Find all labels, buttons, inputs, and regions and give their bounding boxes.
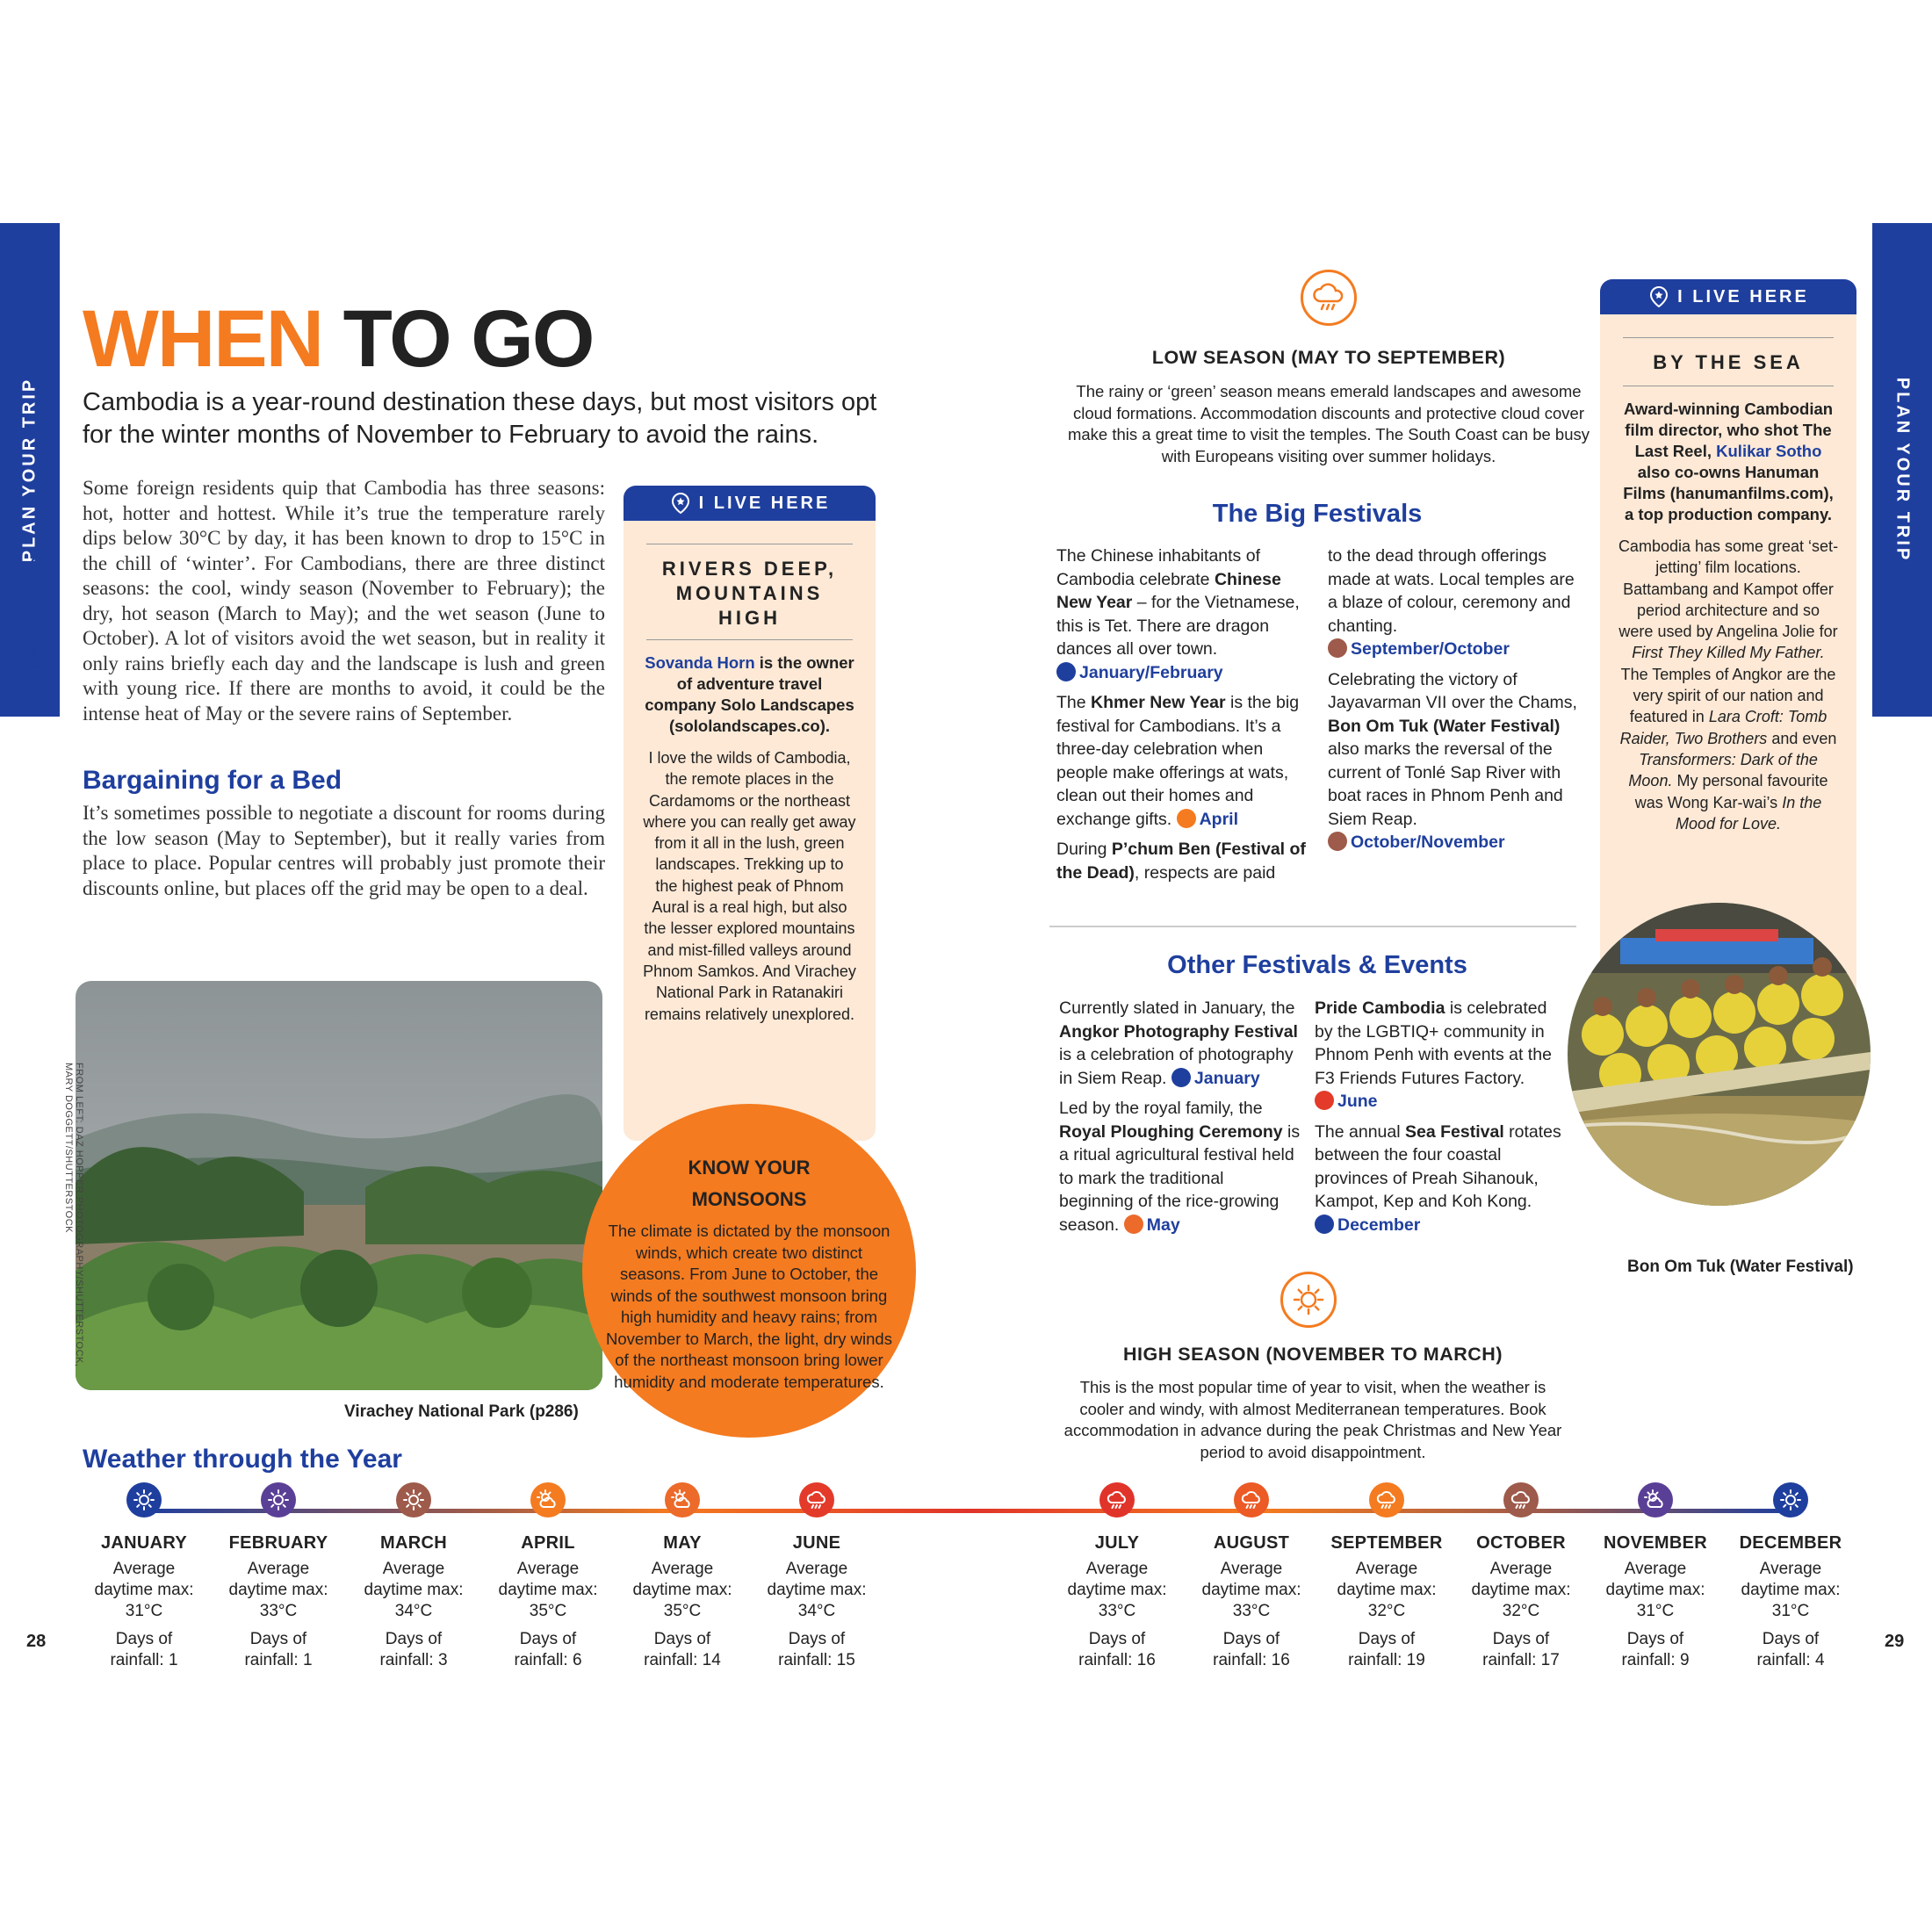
intro-rest: is the owner of adventure travel company Solo Landscapes (sololandscapes.co). — [645, 653, 854, 735]
temp-line: Average — [1220, 1560, 1283, 1578]
temp-line: Average — [651, 1560, 714, 1578]
when-to-go-side-label-right: WHEN TO GO — [1884, 574, 1904, 717]
rain-line: Days of — [115, 1630, 173, 1648]
film-title: In the Mood for Love. — [1675, 793, 1822, 833]
date-text: May — [1146, 1215, 1180, 1235]
text: is a ritual agricultural festival held to mark the traditional beginning of the rice-growing season. — [1059, 1121, 1301, 1235]
month-name: DECEMBER — [1739, 1533, 1842, 1553]
card-title: BY THE SEA — [1653, 351, 1804, 373]
month-may — [616, 1482, 748, 1671]
big-festivals-heading: The Big Festivals — [1212, 500, 1423, 528]
month-rainfall — [1455, 1629, 1587, 1671]
rain-line: rainfall: 1 — [244, 1651, 313, 1669]
sun-icon — [396, 1482, 431, 1517]
temp-line: daytime max: — [1741, 1581, 1841, 1599]
credit-line-2: MARY DOGGETT/SHUTTERSTOCK — [63, 1063, 74, 1234]
rain-cloud-icon — [1099, 1482, 1135, 1517]
temp-line: Average — [112, 1560, 176, 1578]
text: is the big festival for Cambodians. It’s a three-day celebration when people make offerings at wats, clean out their homes and exchange gifts. — [1056, 693, 1300, 829]
month-temp — [213, 1559, 344, 1622]
page-number-left: 28 — [26, 1632, 47, 1651]
body-part: Cambodia has some great ‘set-jetting’ film locations. Battambang and Kampot offer period architecture and so were used by Angelina Jolie for — [1618, 537, 1839, 641]
month-temp — [1590, 1559, 1721, 1622]
intro-text: Cambodia is a year-round destination these days, but most visitors opt for the winter months of November to February to avoid the rains. — [83, 388, 877, 449]
text: Celebrating the victory of Jayavarman VII over the Chams, — [1328, 669, 1577, 712]
month-june — [751, 1482, 883, 1671]
monsoons-text: The climate is dictated by the monsoon winds, which create two distinct seasons. From June to October, the winds of the southwest monsoon bring high humidity and heavy rains; from November to March, the light, dry winds of the northeast monsoon bring lower humidity and moderate temperatures. — [606, 1222, 892, 1391]
rain-cloud-icon — [1234, 1482, 1269, 1517]
temp-line: daytime max: — [1201, 1581, 1301, 1599]
body-paragraph: Some foreign residents quip that Cambodia has three seasons: hot, hotter and hottest. While it’s true the temperature rarely dips below 30°C by day, it has been known to drop to 15°C in the chill of ‘winter’. For Cambodians, there are three distinct seasons: the cool, windy season (November to February); the dry, hot season (March to May); and the wet season (June to October). A lot of visitors avoid the wet season, but in reality it only rains briefly each day and the landscape is lush and green with young rice. If there are months to avoid, it could be the intense heat of May or the severe rains of September. — [83, 477, 605, 724]
month-temp — [348, 1559, 479, 1622]
rain-line: Days of — [1626, 1630, 1684, 1648]
festival-name: Sea Festival — [1405, 1121, 1504, 1142]
month-name: APRIL — [521, 1533, 575, 1553]
film-title: First They Killed My Father. — [1632, 644, 1825, 662]
month-temp — [1186, 1559, 1317, 1622]
rain-line: rainfall: 1 — [110, 1651, 178, 1669]
temp-line: daytime max: — [228, 1581, 328, 1599]
festival-name: Pride Cambodia — [1315, 998, 1445, 1018]
high-season-title: HIGH SEASON (NOVEMBER TO MARCH) — [1123, 1344, 1503, 1365]
temp-line: Average — [247, 1560, 310, 1578]
month-july — [1051, 1482, 1183, 1671]
rain-line: rainfall: 9 — [1621, 1651, 1690, 1669]
sun-cloud-icon — [530, 1482, 566, 1517]
month-rainfall — [348, 1629, 479, 1671]
plan-your-trip-label: PLAN YOUR TRIP — [19, 377, 40, 563]
person-name: Sovanda Horn — [645, 653, 755, 672]
month-name: MARCH — [380, 1533, 447, 1553]
live-here-label: I LIVE HERE — [1677, 286, 1809, 306]
month-temp — [751, 1559, 883, 1622]
rain-line: Days of — [653, 1630, 711, 1648]
date-text: January/February — [1079, 662, 1223, 682]
month-september — [1321, 1482, 1453, 1671]
temp-line: Average — [785, 1560, 848, 1578]
temp-line: 31°C — [1636, 1602, 1675, 1620]
low-season-title: LOW SEASON (MAY TO SEPTEMBER) — [1151, 347, 1506, 368]
text: – for the Vietnamese, this is Tet. There are dragon dances all over town. — [1056, 593, 1300, 659]
month-march — [348, 1482, 479, 1671]
temp-line: 31°C — [1771, 1602, 1810, 1620]
rain-line: Days of — [249, 1630, 307, 1648]
temp-line: daytime max: — [1337, 1581, 1437, 1599]
rain-line: Days of — [519, 1630, 577, 1648]
date-text: April — [1199, 809, 1239, 829]
festival-name: Royal Ploughing Ceremony — [1059, 1121, 1283, 1142]
month-name: JULY — [1094, 1533, 1140, 1553]
month-temp — [1321, 1559, 1453, 1622]
temp-line: Average — [1759, 1560, 1822, 1578]
month-temp — [78, 1559, 210, 1622]
date-text: January — [1193, 1068, 1260, 1088]
text: also marks the reversal of the current of Tonlé Sap River with boat races in Phnom Penh and Siem Reap. — [1328, 739, 1563, 829]
temp-line: Average — [1624, 1560, 1687, 1578]
temp-line: 32°C — [1502, 1602, 1540, 1620]
temp-line: 35°C — [663, 1602, 702, 1620]
month-name: MAY — [663, 1533, 702, 1553]
month-name: FEBRUARY — [228, 1533, 328, 1553]
when-to-go-side-label-left: WHEN TO GO — [28, 552, 48, 695]
temp-line: daytime max: — [1605, 1581, 1705, 1599]
rain-line: rainfall: 6 — [514, 1651, 582, 1669]
month-december — [1725, 1482, 1856, 1671]
text: is celebrated by the LGBTIQ+ community in Phnom Penh with events at the F3 Friends Futures Factory. — [1315, 998, 1552, 1088]
month-temp — [1725, 1559, 1856, 1622]
temp-line: Average — [382, 1560, 445, 1578]
bargaining-text: It’s sometimes possible to negotiate a discount for rooms during the low season (May to September), but it really varies from place to place. Popular centres will probably just promote their discounts online, but places off the grid may be open to a deal. — [83, 802, 605, 899]
temp-line: daytime max: — [767, 1581, 867, 1599]
text: The — [1056, 693, 1086, 712]
rain-line: rainfall: 16 — [1078, 1651, 1156, 1669]
month-rainfall — [1590, 1629, 1721, 1671]
rain-line: rainfall: 4 — [1756, 1651, 1825, 1669]
title-when: WHEN — [83, 294, 323, 384]
temp-line: 33°C — [1098, 1602, 1136, 1620]
month-temp — [616, 1559, 748, 1622]
sun-icon — [1773, 1482, 1808, 1517]
weather-heading: Weather through the Year — [83, 1445, 402, 1474]
text: The Chinese inhabitants of Cambodia celebrate — [1056, 546, 1260, 589]
date-text: June — [1337, 1092, 1378, 1111]
temp-line: daytime max: — [632, 1581, 732, 1599]
rain-cloud-icon — [799, 1482, 834, 1517]
temp-line: Average — [1085, 1560, 1149, 1578]
card-title: RIVERS DEEP, MOUNTAINS HIGH — [661, 558, 838, 629]
month-name: NOVEMBER — [1604, 1533, 1707, 1553]
month-rainfall — [1186, 1629, 1317, 1671]
rain-line: Days of — [1088, 1630, 1146, 1648]
month-rainfall — [751, 1629, 883, 1671]
monsoons-title-1: KNOW YOUR — [688, 1157, 811, 1179]
text: Led by the royal family, the — [1059, 1099, 1263, 1118]
festival-name: Khmer New Year — [1091, 693, 1226, 712]
body-part: My personal favourite was Wong Kar-wai’s — [1634, 772, 1828, 811]
bon-om-tuk-caption: Bon Om Tuk (Water Festival) — [1627, 1258, 1854, 1276]
text: is a celebration of photography in Siem Reap. — [1059, 1045, 1294, 1088]
intro-part-1: Award-winning Cambodian film director, who shot The Last Reel, — [1623, 400, 1834, 460]
temp-line: daytime max: — [94, 1581, 194, 1599]
month-name: JUNE — [792, 1533, 841, 1553]
date-text: September/October — [1351, 639, 1510, 659]
temp-line: daytime max: — [498, 1581, 598, 1599]
month-rainfall — [616, 1629, 748, 1671]
page-number-right: 29 — [1885, 1632, 1905, 1651]
rain-line: Days of — [1222, 1630, 1280, 1648]
month-april — [482, 1482, 614, 1671]
temp-line: 31°C — [125, 1602, 163, 1620]
rain-line: Days of — [385, 1630, 443, 1648]
temp-line: Average — [1489, 1560, 1553, 1578]
month-january — [78, 1482, 210, 1671]
festival-name: Chinese New Year — [1056, 569, 1281, 612]
rain-line: Days of — [1358, 1630, 1416, 1648]
card-body-text: I love the wilds of Cambodia, the remote places in the Cardamoms or the northeast where you can really get away from it all in the lush, green landscapes. Trekking up to the highest peak of Phnom Aural is a real high, but also the lesser explored mountains and mist-filled valleys around Phnom Samkos. And Virachey National Park in Ratanakiri remains relatively unexplored. — [643, 749, 856, 1023]
other-festivals-heading: Other Festivals & Events — [1167, 951, 1467, 979]
virachey-caption: Virachey National Park (p286) — [344, 1402, 579, 1421]
body-part: and even — [1771, 729, 1837, 747]
temp-line: daytime max: — [364, 1581, 464, 1599]
temp-line: 33°C — [1232, 1602, 1271, 1620]
rain-line: Days of — [1762, 1630, 1820, 1648]
sun-cloud-icon — [1638, 1482, 1673, 1517]
rain-line: Days of — [788, 1630, 846, 1648]
month-temp — [1455, 1559, 1587, 1622]
rain-line: rainfall: 15 — [778, 1651, 855, 1669]
low-season-text: The rainy or ‘green’ season means emerald landscapes and awesome cloud formations. Accommodation discounts and protective cloud cover make this a great time to visit the temples. The South Coast can be busy with Europeans visiting over summer holidays. — [1067, 382, 1590, 465]
high-season-text: This is the most popular time of year to visit, when the weather is cooler and windy, with almost Mediterranean temperatures. Book accommodation in advance during the peak Christmas and New Year period to avoid disappointment. — [1063, 1378, 1562, 1461]
live-here-label: I LIVE HERE — [698, 493, 831, 513]
sun-icon — [126, 1482, 162, 1517]
month-rainfall — [1725, 1629, 1856, 1671]
monsoons-title-2: MONSOONS — [691, 1188, 807, 1210]
temp-line: 34°C — [797, 1602, 836, 1620]
person-name: Kulikar Sotho — [1716, 442, 1822, 460]
text: rotates between the four coastal provinces of Preah Sihanouk, Kampot, Kep and Koh Kong. — [1315, 1121, 1561, 1211]
credit-line-1: FROM LEFT: DAZ HOPPER PHOTOGRAPHY/SHUTTERSTOCK, — [74, 1063, 84, 1367]
month-february — [213, 1482, 344, 1671]
plan-your-trip-label-right: PLAN YOUR TRIP — [1892, 377, 1913, 563]
bargaining-heading: Bargaining for a Bed — [83, 766, 342, 795]
temp-line: 35°C — [529, 1602, 567, 1620]
temp-line: 32°C — [1367, 1602, 1406, 1620]
month-temp — [1051, 1559, 1183, 1622]
month-rainfall — [213, 1629, 344, 1671]
rain-line: rainfall: 16 — [1213, 1651, 1290, 1669]
month-rainfall — [1321, 1629, 1453, 1671]
text: to the dead through offerings made at wats. Local temples are a blaze of colour, ceremony and chanting. — [1328, 546, 1575, 636]
text: Currently slated in January, the — [1059, 998, 1295, 1018]
month-rainfall — [482, 1629, 614, 1671]
sun-cloud-icon — [665, 1482, 700, 1517]
rain-line: rainfall: 19 — [1348, 1651, 1425, 1669]
rain-cloud-icon — [1369, 1482, 1404, 1517]
month-name: SEPTEMBER — [1330, 1533, 1443, 1553]
text: The annual — [1315, 1121, 1401, 1142]
temp-line: daytime max: — [1471, 1581, 1571, 1599]
month-october — [1455, 1482, 1587, 1671]
month-name: AUGUST — [1213, 1533, 1290, 1553]
temp-line: Average — [516, 1560, 580, 1578]
month-november — [1590, 1482, 1721, 1671]
rain-line: rainfall: 17 — [1482, 1651, 1560, 1669]
festival-name: Bon Om Tuk (Water Festival) — [1328, 716, 1561, 736]
month-august — [1186, 1482, 1317, 1671]
festival-name: P’chum Ben (Festival of the Dead) — [1056, 840, 1306, 883]
temp-line: daytime max: — [1067, 1581, 1167, 1599]
date-text: December — [1337, 1215, 1421, 1235]
text: , respects are paid — [1134, 862, 1276, 883]
body-part: The Temples of Angkor are the very spirit of our nation and featured in — [1620, 665, 1836, 726]
temp-line: 34°C — [394, 1602, 433, 1620]
festival-name: Angkor Photography Festival — [1059, 1021, 1298, 1042]
text: During — [1056, 840, 1107, 859]
rain-cloud-icon — [1503, 1482, 1539, 1517]
month-temp — [482, 1559, 614, 1622]
rain-line: Days of — [1492, 1630, 1550, 1648]
rain-line: rainfall: 14 — [644, 1651, 721, 1669]
rain-line: rainfall: 3 — [379, 1651, 448, 1669]
intro-part-2: also co-owns Hanuman Films (hanumanfilms.com), a top production company. — [1623, 463, 1834, 523]
month-rainfall — [1051, 1629, 1183, 1671]
film-title: Lara Croft: Tomb Raider, Two Brothers — [1619, 708, 1827, 747]
sun-icon — [261, 1482, 296, 1517]
temp-line: 33°C — [259, 1602, 298, 1620]
date-text: October/November — [1351, 833, 1505, 852]
month-name: OCTOBER — [1476, 1533, 1566, 1553]
temp-line: Average — [1355, 1560, 1418, 1578]
film-title: Transformers: Dark of the Moon. — [1628, 750, 1818, 790]
title-to-go: TO GO — [342, 294, 594, 384]
month-name: JANUARY — [100, 1533, 188, 1553]
month-rainfall — [78, 1629, 210, 1671]
